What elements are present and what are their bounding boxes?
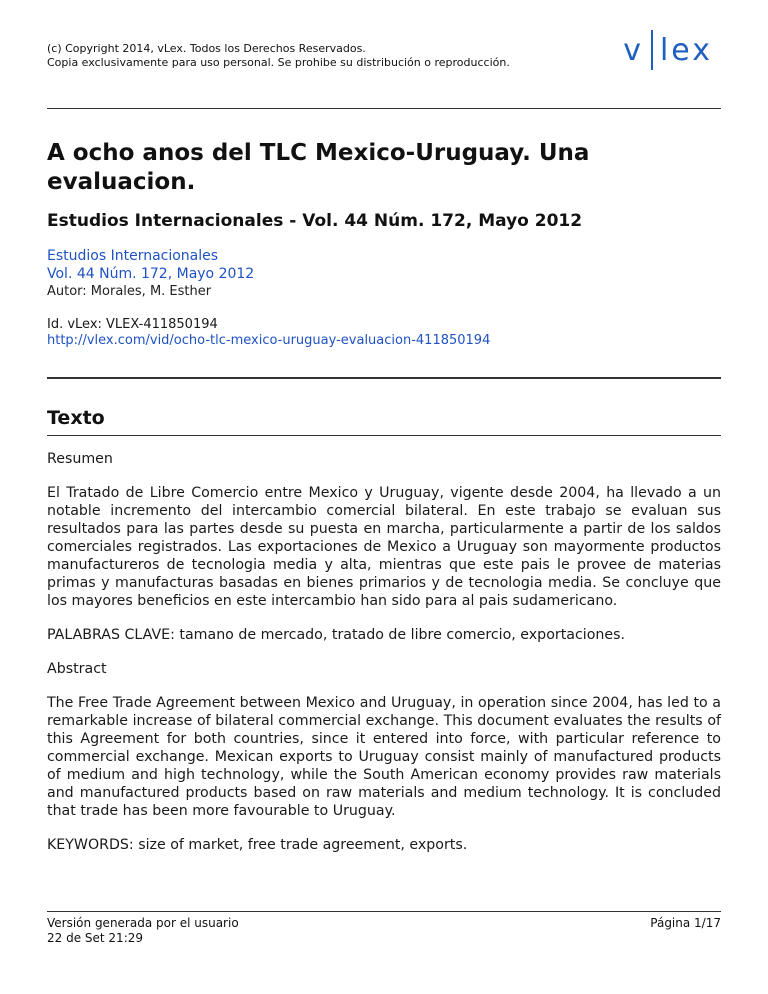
copyright-line: (c) Copyright 2014, vLex. Todos los Derechos Reservados. — [47, 42, 366, 55]
document-body — [47, 450, 721, 854]
document-title: A ocho anos del TLC Mexico-Uruguay. Una evaluacion. — [47, 140, 590, 195]
resumen-paragraph: El Tratado de Libre Comercio entre Mexico y Uruguay, vigente desde 2004, ha llevado a un notable incremento del intercambio comercial bilateral. En este trabajo se evaluan sus resultados para las partes desde su puesta en marcha, particularmente a partir de los saldos comerciales registrados. Las exportaciones de Mexico a Uruguay son mayormente productos manufactureros de tecnologia media y alta, mientras que este pais le provee de materias primas y manufacturas basadas en bienes primarios y de tecnologia media. Se concluye que los mayores beneficios en este intercambio han sido para al pais sudamericano. — [47, 485, 721, 609]
document-meta — [47, 247, 721, 301]
generated-date: 22 de Set 21:29 — [47, 931, 143, 945]
author-line: Autor: Morales, M. Esther — [47, 284, 212, 299]
page-header — [47, 0, 721, 109]
vlex-logo[interactable] — [623, 30, 713, 70]
abstract-label: Abstract — [47, 661, 107, 677]
abstract-paragraph: The Free Trade Agreement between Mexico and Uruguay, in operation since 2004, has led to a remarkable increase of bilateral commercial exchange. This document evaluates the results of this Agreement for both countries, since it entered into force, with particular reference to commercial exchange. Mexican exports to Uruguay consist mainly of manufactured products of medium and high technology, while the South American economy provides raw materials and manufactured products based on raw materials and medium technology. It is concluded that trade has been more favourable to Uruguay. — [47, 695, 721, 819]
page-footer — [47, 911, 721, 946]
journal-link[interactable]: Estudios Internacionales — [47, 248, 219, 264]
document-url-link[interactable]: http://vlex.com/vid/ocho-tlc-mexico-uruguay-evaluacion-411850194 — [47, 333, 491, 348]
palabras-clave: PALABRAS CLAVE: tamano de mercado, tratado de libre comercio, exportaciones. — [47, 627, 626, 643]
resumen-label: Resumen — [47, 451, 113, 467]
heading-underline — [47, 435, 721, 436]
copyright-notice — [47, 42, 510, 70]
copyright-restriction: Copia exclusivamente para uso personal. Se prohibe su distribución o reproducción. — [47, 56, 510, 69]
page-number: Página 1/17 — [650, 916, 721, 930]
document-ids — [47, 317, 721, 349]
document-subtitle: Estudios Internacionales - Vol. 44 Núm. 172, Mayo 2012 — [47, 211, 583, 231]
logo-letter-v: v — [623, 32, 644, 68]
logo-letters-lex: lex — [659, 32, 713, 68]
keywords-line: KEYWORDS: size of market, free trade agreement, exports. — [47, 837, 468, 853]
section-divider — [47, 377, 721, 379]
logo-divider — [651, 30, 653, 70]
issue-link[interactable]: Vol. 44 Núm. 172, Mayo 2012 — [47, 266, 255, 282]
generated-by-user: Versión generada por el usuario — [47, 916, 239, 930]
document-page — [47, 0, 721, 854]
vlex-id: Id. vLex: VLEX-411850194 — [47, 317, 218, 332]
text-section-heading: Texto — [47, 407, 105, 429]
